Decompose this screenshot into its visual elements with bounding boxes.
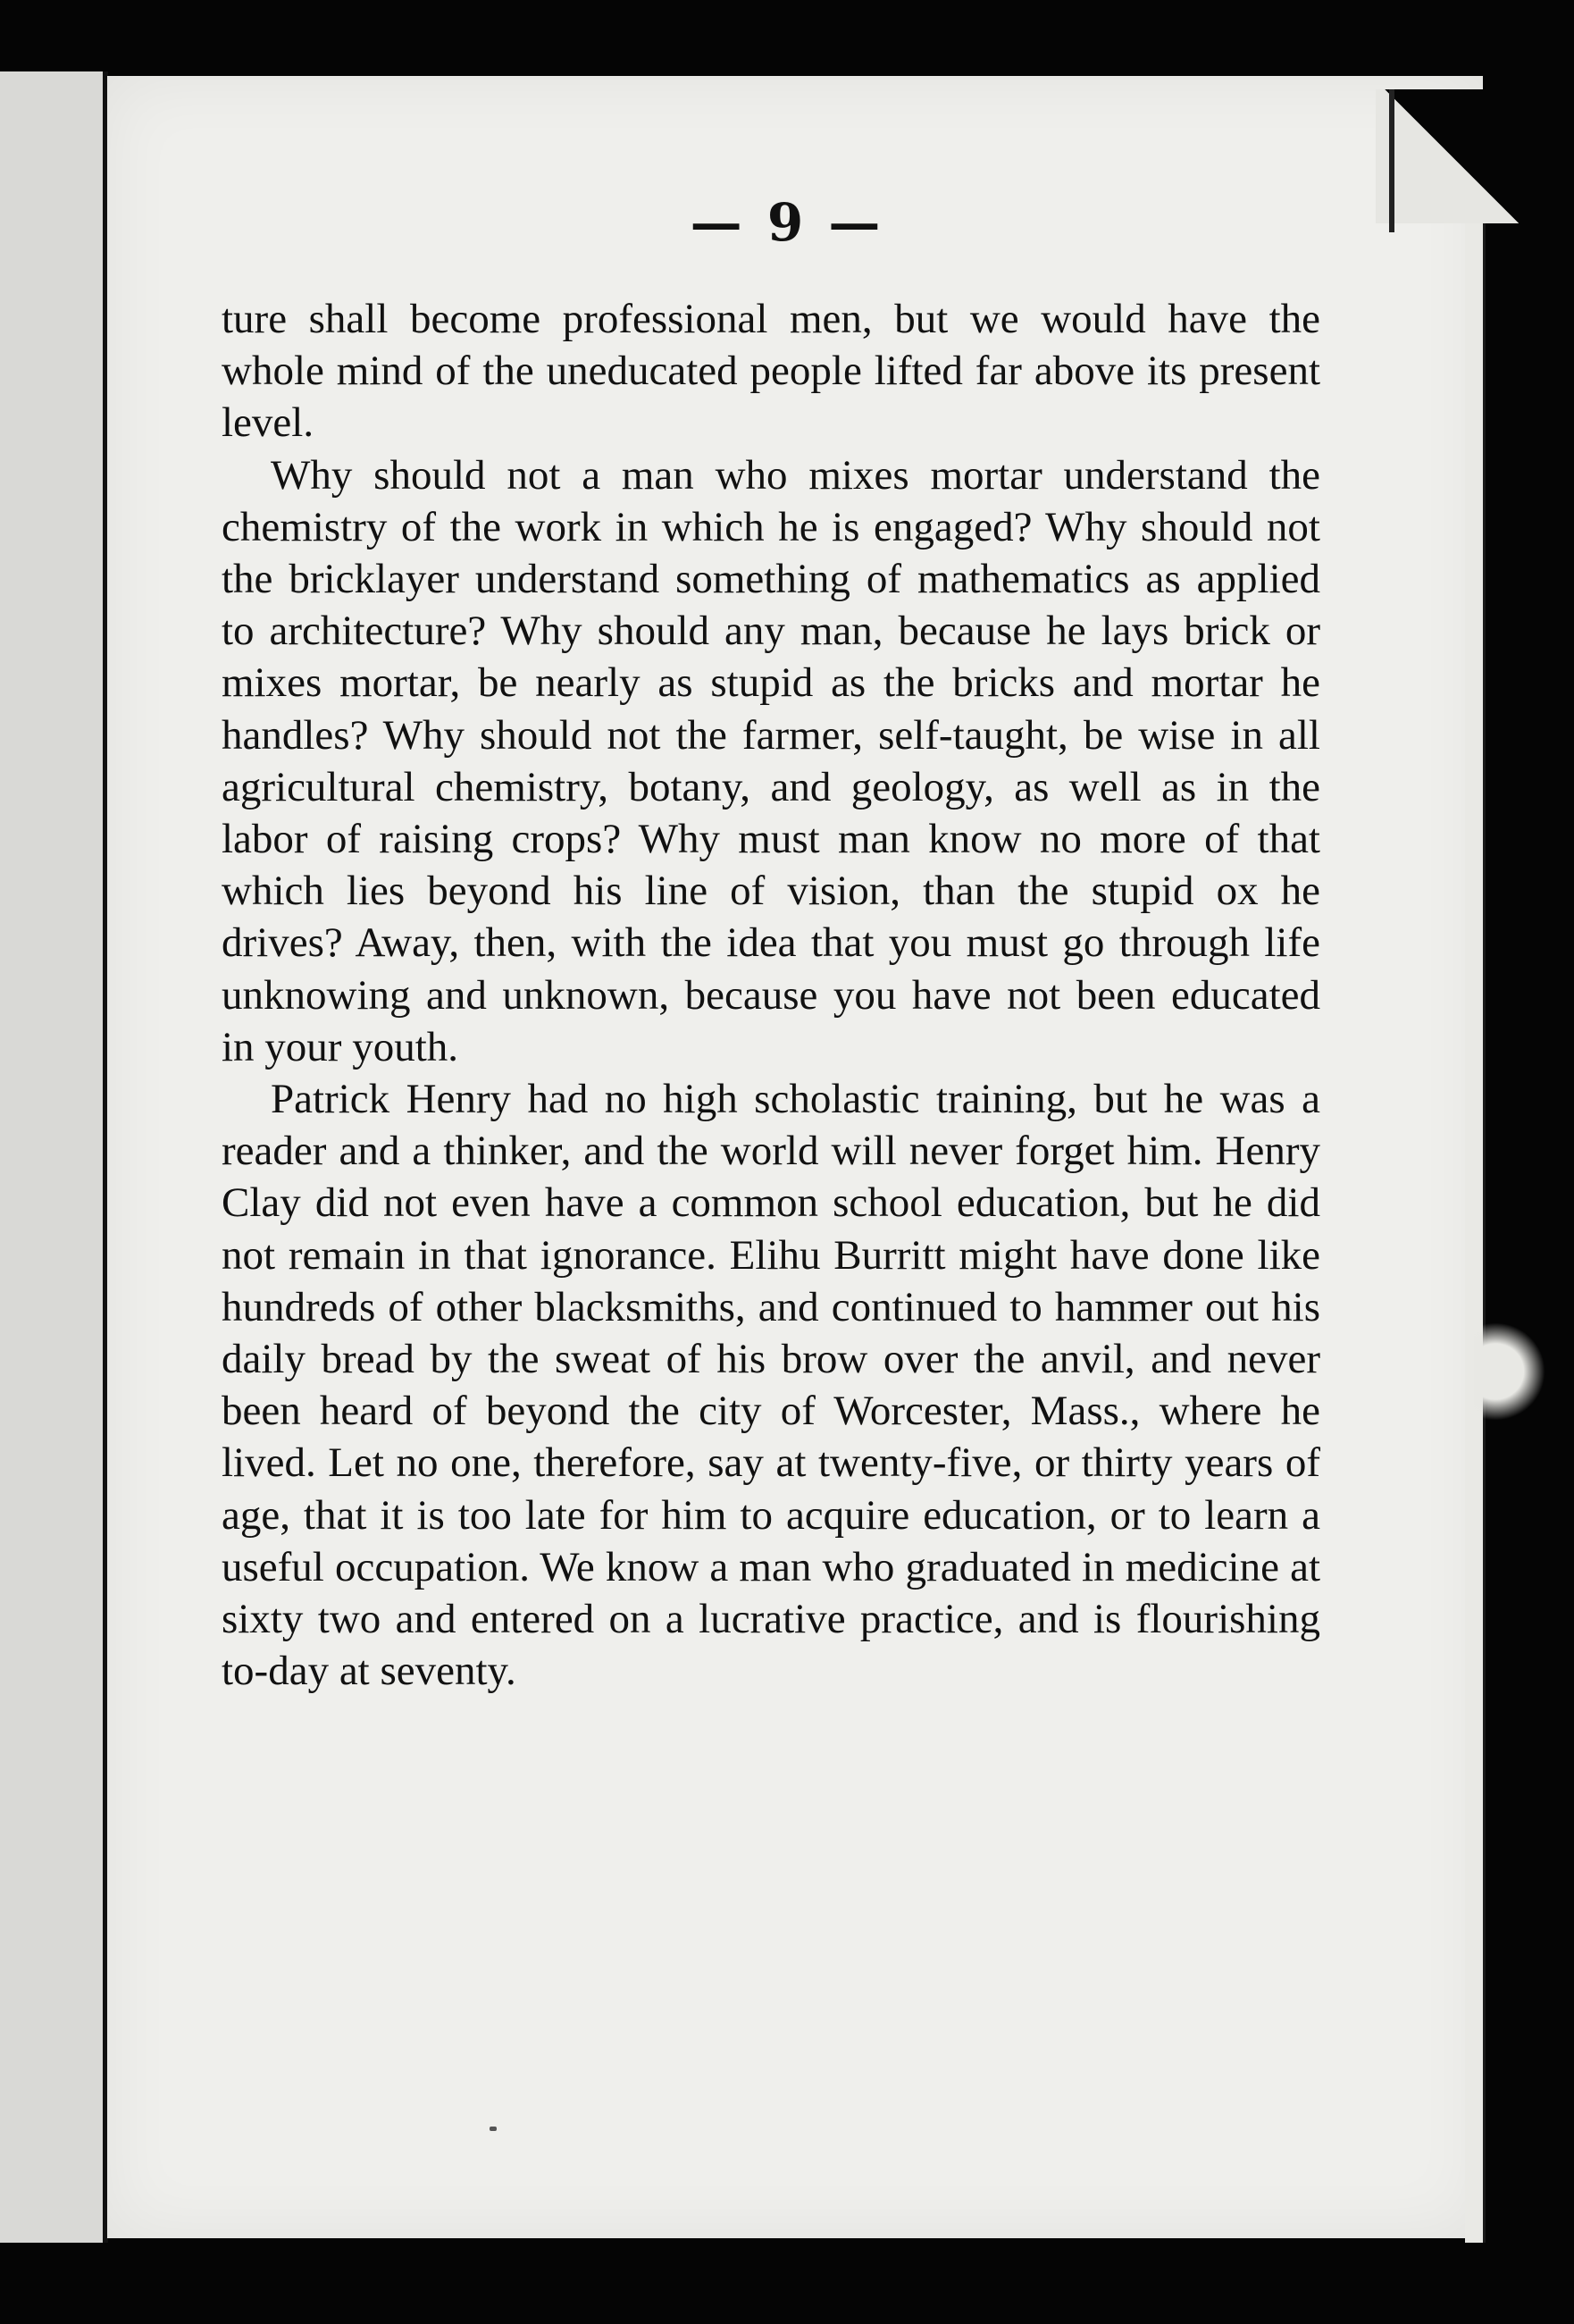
ink-speck — [490, 2127, 497, 2131]
page-right-edge — [1465, 214, 1486, 2243]
paragraph-1: ture shall become professional men, but we would have the whole mind of the uneducated people lifted far above its present level. — [222, 296, 1320, 447]
page-tear — [1474, 1322, 1545, 1421]
paragraph-3: Patrick Henry had no high scholastic training, but he was a reader and a thinker, and the world will never forget him. Henry Clay did not even have a common school education, but he did not remain in that ignorance. Elihu Burritt might have done like hundreds of other blacksmiths, and continued to hammer out his daily bread by the sweat of his brow over the anvil, and never been heard of beyond the city of Worcester, Mass., where he lived. Let no one, therefore, say at twenty-five, or thirty years of age, that it is too late for him to acquire education, or to learn a useful occupation. We know a man who graduated in medicine at sixty two and entered on a lucrative practice, and is flourishing to-day at seventy. — [222, 1076, 1320, 1695]
paragraph-2: Why should not a man who mixes mortar understand the chemistry of the work in which he is engaged? Why should not the bricklayer understand something of mathematics as applied to architecture? Why should any man, because he lays brick or mixes mortar, be nearly as stupid as the bricks and mortar he handles? Why should not the farmer, self-taught, be wise in all agricultural chemistry, botany, and geology, as well as in the labor of raising crops? Why must man know no more of that which lies beyond his line of vision, than the stupid ox he drives? Away, then, with the idea that you must go through life unknowing and unknown, because you have not been educated in your youth. — [222, 451, 1320, 1070]
page-body — [222, 293, 1320, 1697]
page-number: — 9 — — [690, 192, 884, 253]
facing-page-edge — [0, 71, 108, 2243]
